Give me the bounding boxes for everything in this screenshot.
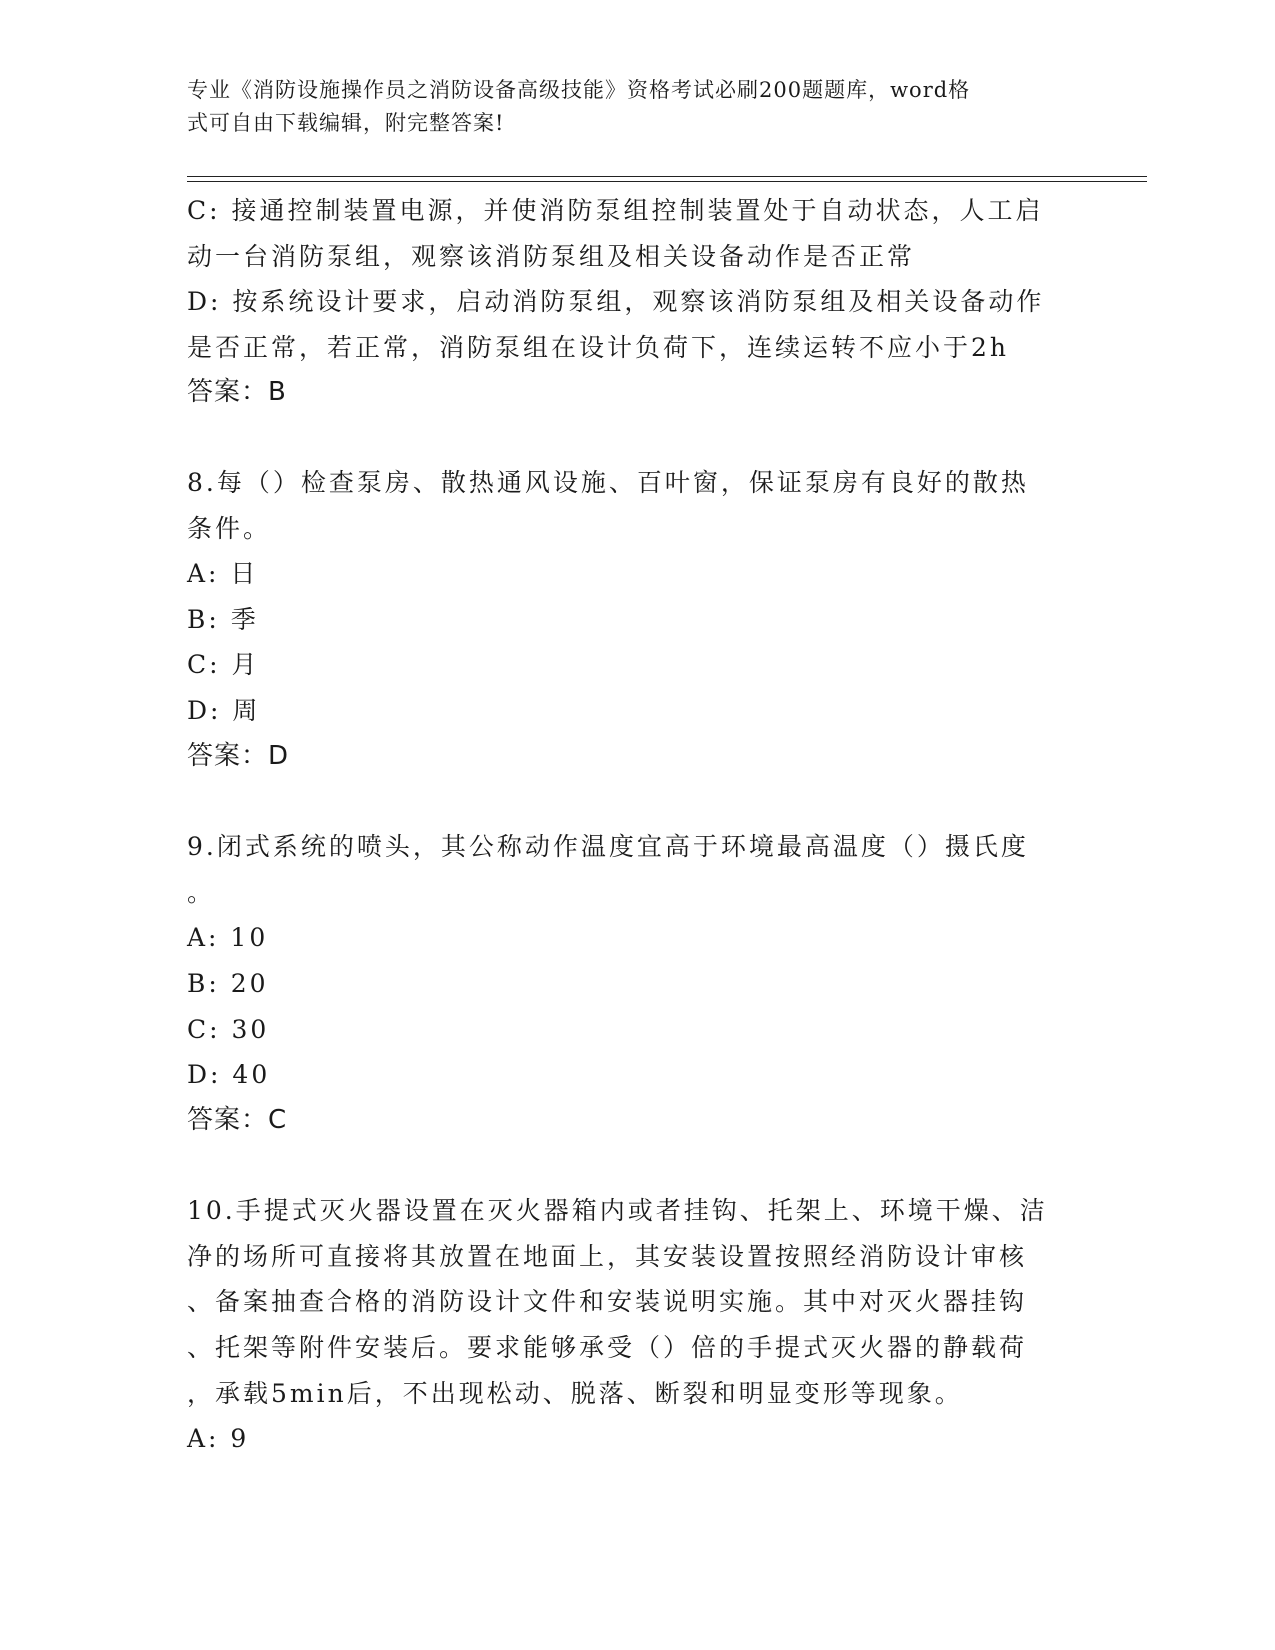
question-8-block xyxy=(187,460,1087,779)
q9-stem-line-1: 9.闭式系统的喷头，其公称动作温度宜高于环境最高温度（）摄氏度 xyxy=(187,832,1029,862)
q8-stem-line-1: 8.每（）检查泵房、散热通风设施、百叶窗，保证泵房有良好的散热 xyxy=(187,467,1029,497)
spacer xyxy=(187,779,1087,824)
q9-option-a: A: 10 xyxy=(187,923,269,953)
q8-answer: 答案：D xyxy=(187,740,290,771)
q7-option-d-line-1: D: 按系统设计要求，启动消防泵组，观察该消防泵组及相关设备动作 xyxy=(187,287,1045,317)
q10-stem-line-4: 、托架等附件安装后。要求能够承受（）倍的手提式灭火器的静载荷 xyxy=(187,1333,1028,1363)
spacer xyxy=(187,1143,1087,1188)
q9-option-b: B: 20 xyxy=(187,968,269,998)
q9-option-d: D: 40 xyxy=(187,1060,271,1090)
q7-option-c-line-2: 动一台消防泵组，观察该消防泵组及相关设备动作是否正常 xyxy=(187,241,916,271)
header-divider-top xyxy=(187,176,1147,177)
question-7-block xyxy=(187,188,1087,416)
question-9-block xyxy=(187,824,1087,1143)
question-10-block xyxy=(187,1188,1087,1462)
q8-option-c: C: 月 xyxy=(187,650,260,680)
spacer xyxy=(187,416,1087,460)
question-content xyxy=(187,188,1087,1462)
header-divider-bottom xyxy=(187,181,1147,182)
q10-option-a: A: 9 xyxy=(187,1424,250,1454)
q9-option-c: C: 30 xyxy=(187,1014,270,1044)
q8-option-d: D: 周 xyxy=(187,695,261,725)
q8-stem-line-2: 条件。 xyxy=(187,513,272,543)
q7-option-d-line-2: 是否正常，若正常，消防泵组在设计负荷下，连续运转不应小于2h xyxy=(187,332,1010,362)
q7-answer: 答案：B xyxy=(187,377,287,408)
q10-stem-line-2: 净的场所可直接将其放置在地面上，其安装设置按照经消防设计审核 xyxy=(187,1241,1028,1271)
q10-stem-line-3: 、备案抽查合格的消防设计文件和安装说明实施。其中对灭火器挂钩 xyxy=(187,1287,1028,1317)
q10-stem-line-1: 10.手提式灭火器设置在灭火器箱内或者挂钩、托架上、环境干燥、洁 xyxy=(187,1196,1048,1226)
q8-option-a: A: 日 xyxy=(187,559,259,589)
q10-stem-line-5: ，承载5min后，不出现松动、脱落、断裂和明显变形等现象。 xyxy=(187,1378,963,1408)
header-line-1: 专业《消防设施操作员之消防设备高级技能》资格考试必刷200题题库，word格 xyxy=(187,78,971,102)
q7-option-c-line-1: C: 接通控制装置电源，并使消防泵组控制装置处于自动状态，人工启 xyxy=(187,196,1044,225)
header-line-2: 式可自由下载编辑，附完整答案! xyxy=(187,111,505,135)
document-header xyxy=(187,74,1067,140)
q8-option-b: B: 季 xyxy=(187,604,259,634)
q9-answer: 答案：C xyxy=(187,1104,288,1135)
q9-stem-line-2: 。 xyxy=(187,877,216,907)
